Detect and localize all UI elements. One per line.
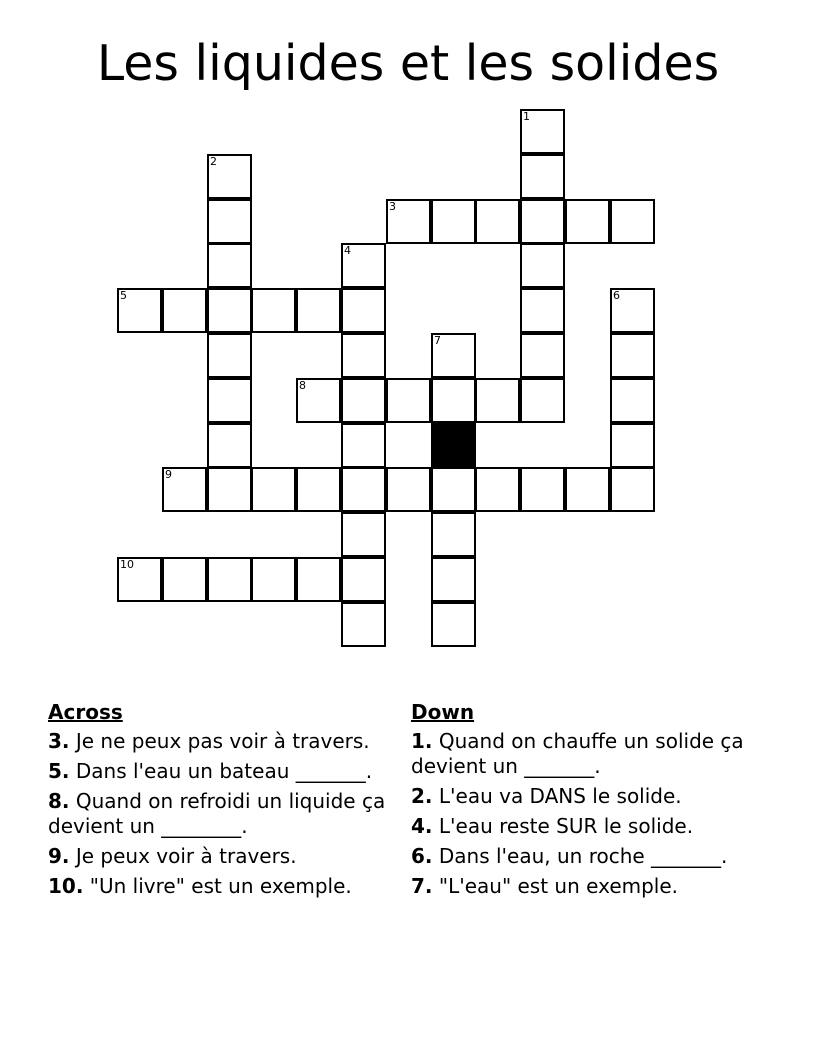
grid-cell[interactable] xyxy=(610,333,655,378)
clue-down-1: 1. Quand on chauffe un solide ça devient un _______. xyxy=(411,729,744,778)
grid-cell[interactable] xyxy=(431,333,476,378)
grid-cell[interactable] xyxy=(251,467,296,512)
grid-cell[interactable] xyxy=(207,199,252,244)
puzzle-title: Les liquides et les solides xyxy=(96,35,720,92)
grid-cell[interactable] xyxy=(341,243,386,288)
grid-cell[interactable] xyxy=(341,512,386,557)
grid-cell[interactable] xyxy=(520,467,565,512)
grid-cell[interactable] xyxy=(296,467,341,512)
cell-number: 2 xyxy=(210,155,217,168)
grid-cell[interactable] xyxy=(475,378,520,423)
grid-cell[interactable] xyxy=(610,288,655,333)
grid-cell[interactable] xyxy=(341,333,386,378)
grid-cell[interactable] xyxy=(520,109,565,154)
grid-cell[interactable] xyxy=(341,288,386,333)
grid-cell[interactable] xyxy=(520,333,565,378)
grid-cell[interactable] xyxy=(341,467,386,512)
clue-down-4: 4. L'eau reste SUR le solide. xyxy=(411,814,694,838)
across-heading: Across xyxy=(48,700,123,724)
grid-cell[interactable] xyxy=(117,557,162,602)
clue-across-5: 5. Dans l'eau un bateau _______. xyxy=(48,759,373,783)
grid-cell[interactable] xyxy=(162,288,207,333)
clue-down-7: 7. "L'eau" est un exemple. xyxy=(411,874,679,898)
grid-cell[interactable] xyxy=(207,423,252,468)
grid-cell[interactable] xyxy=(117,288,162,333)
grid-cell[interactable] xyxy=(475,199,520,244)
black-square xyxy=(431,423,476,468)
grid-cell[interactable] xyxy=(520,288,565,333)
clue-across-9: 9. Je peux voir à travers. xyxy=(48,844,297,868)
cell-number: 8 xyxy=(299,379,306,392)
grid-cell[interactable] xyxy=(475,467,520,512)
grid-cell[interactable] xyxy=(207,243,252,288)
grid-cell[interactable] xyxy=(565,467,610,512)
cell-number: 4 xyxy=(344,244,351,257)
down-clues xyxy=(411,700,771,904)
clue-across-3: 3. Je ne peux pas voir à travers. xyxy=(48,729,370,753)
grid-cell[interactable] xyxy=(341,378,386,423)
grid-cell[interactable] xyxy=(207,333,252,378)
grid-cell[interactable] xyxy=(251,288,296,333)
grid-cell[interactable] xyxy=(386,467,431,512)
grid-cell[interactable] xyxy=(431,378,476,423)
grid-cell[interactable] xyxy=(431,602,476,647)
grid-cell[interactable] xyxy=(341,602,386,647)
grid-cell[interactable] xyxy=(341,557,386,602)
cell-number: 9 xyxy=(165,468,172,481)
grid-cell[interactable] xyxy=(431,199,476,244)
grid-cell[interactable] xyxy=(341,423,386,468)
grid-cell[interactable] xyxy=(520,243,565,288)
grid-cell[interactable] xyxy=(610,199,655,244)
grid-cell[interactable] xyxy=(162,557,207,602)
grid-cell[interactable] xyxy=(520,378,565,423)
grid-cell[interactable] xyxy=(610,423,655,468)
grid-cell[interactable] xyxy=(431,557,476,602)
grid-cell[interactable] xyxy=(207,288,252,333)
across-clues xyxy=(48,700,398,904)
clue-across-10: 10. "Un livre" est un exemple. xyxy=(48,874,352,898)
cell-number: 10 xyxy=(120,558,134,571)
grid-cell[interactable] xyxy=(207,154,252,199)
cell-number: 1 xyxy=(523,110,530,123)
grid-cell[interactable] xyxy=(386,199,431,244)
grid-cell[interactable] xyxy=(610,467,655,512)
grid-cell[interactable] xyxy=(431,512,476,557)
cell-number: 5 xyxy=(120,289,127,302)
grid-cell[interactable] xyxy=(207,557,252,602)
clue-down-2: 2. L'eau va DANS le solide. xyxy=(411,784,682,808)
down-heading: Down xyxy=(411,700,475,724)
cell-number: 6 xyxy=(613,289,620,302)
grid-cell[interactable] xyxy=(610,378,655,423)
grid-cell[interactable] xyxy=(520,154,565,199)
clue-across-8: 8. Quand on refroidi un liquide ça devient un ________. xyxy=(48,789,386,838)
grid-cell[interactable] xyxy=(565,199,610,244)
clue-down-6: 6. Dans l'eau, un roche _______. xyxy=(411,844,728,868)
grid-cell[interactable] xyxy=(251,557,296,602)
grid-cell[interactable] xyxy=(162,467,207,512)
grid-cell[interactable] xyxy=(520,199,565,244)
grid-cell[interactable] xyxy=(296,288,341,333)
cell-number: 7 xyxy=(434,334,441,347)
grid-cell[interactable] xyxy=(296,378,341,423)
grid-cell[interactable] xyxy=(207,467,252,512)
grid-cell[interactable] xyxy=(207,378,252,423)
grid-cell[interactable] xyxy=(386,378,431,423)
grid-cell[interactable] xyxy=(296,557,341,602)
cell-number: 3 xyxy=(389,200,396,213)
grid-cell[interactable] xyxy=(431,467,476,512)
